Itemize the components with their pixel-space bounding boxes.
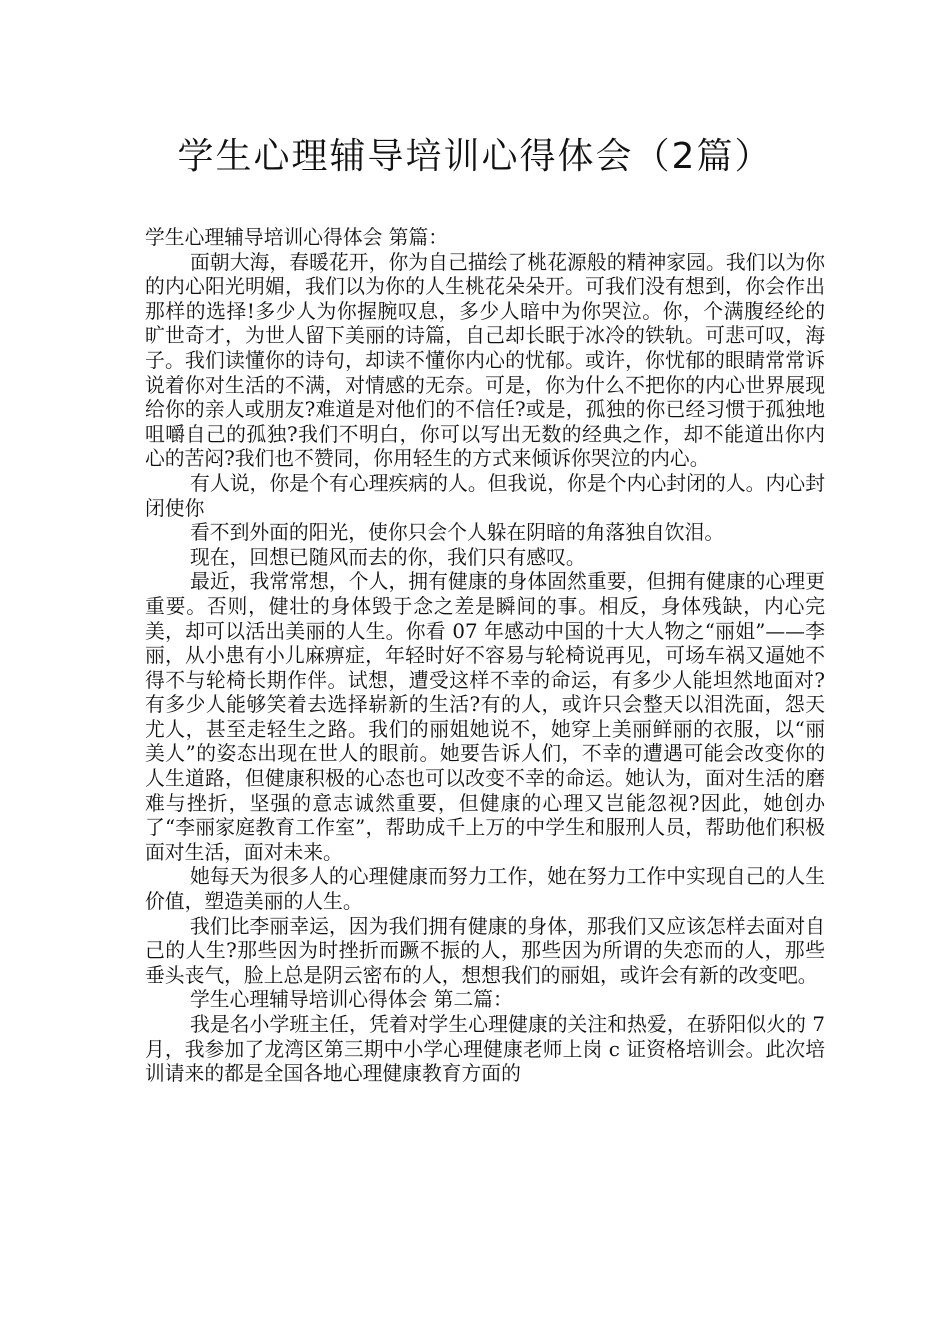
paragraph: 有人说，你是个有心理疾病的人。但我说，你是个内心封闭的人。内心封闭使你 [145, 471, 825, 520]
paragraph: 最近，我常常想，个人，拥有健康的身体固然重要，但拥有健康的心理更重要。否则，健壮的身体毁于念之差是瞬间的事。相反，身体残缺，内心完美，却可以活出美丽的人生。你看 07 年感动中国的十大人物之“丽姐”——李丽，从小患有小儿麻痹症，年轻时好不容易与轮椅说再见，可场车祸又逼她不得不与轮椅长期作伴。试想，遭受这样不幸的命运，有多少人能坦然地面对?有多少人能够笑着去选择崭新的生活?有的人，或许只会整天以泪洗面，怨天尤人，甚至走轻生之路。我们的丽姐她说不，她穿上美丽鲜丽的衣服，以“丽美人”的姿态出现在世人的眼前。她要告诉人们，不幸的遭遇可能会改变你的人生道路，但健康积极的心态也可以改变不幸的命运。她认为，面对生活的磨难与挫折，坚强的意志诚然重要，但健康的心理又岂能忽视?因此，她创办了“李丽家庭教育工作室”，帮助成千上万的中学生和服刑人员，帮助他们积极面对生活，面对未来。 [145, 570, 825, 864]
document-title: 学生心理辅导培训心得体会（2篇） [177, 136, 773, 177]
paragraph: 现在，回想已随风而去的你，我们只有感叹。 [190, 545, 586, 569]
paragraph: 我是名小学班主任，凭着对学生心理健康的关注和热爱，在骄阳似火的 7 月，我参加了龙湾区第三期中小学心理健康老师上岗 c 证资格培训会。此次培训请来的都是全国各地心理健康教育方面的 [145, 1013, 825, 1086]
paragraph: 我们比李丽幸运，因为我们拥有健康的身体，那我们又应该怎样去面对自己的人生?那些因为时挫折而蹶不振的人，那些因为所谓的失恋而的人，那些垂头丧气，脸上总是阴云密布的人，想想我们的丽姐，或许会有新的改变吧。 [145, 914, 825, 987]
paragraph: 看不到外面的阳光，使你只会个人躲在阴暗的角落独自饮泪。 [190, 521, 725, 545]
paragraph: 她每天为很多人的心理健康而努力工作，她在努力工作中实现自己的人生价值，塑造美丽的人生。 [145, 865, 825, 914]
document-body [145, 226, 825, 1087]
section-heading: 学生心理辅导培训心得体会 第二篇： [190, 988, 513, 1012]
section-heading: 学生心理辅导培训心得体会 第篇： [145, 226, 449, 249]
paragraph: 面朝大海，春暖花开，你为自己描绘了桃花源般的精神家园。我们以为你的内心阳光明媚，我们以为你的人生桃花朵朵开。可我们没有想到，你会作出那样的选择!多少人为你握腕叹息，多少人暗中为你哭泣。你，个满腹经纶的旷世奇才，为世人留下美丽的诗篇，自己却长眠于冰冷的铁轨。可悲可叹，海子。我们读懂你的诗句，却读不懂你内心的忧郁。或许，你忧郁的眼睛常常诉说着你对生活的不满，对情感的无奈。可是，你为什么不把你的内心世界展现给你的亲人或朋友?难道是对他们的不信任?或是，孤独的你已经习惯于孤独地咀嚼自己的孤独?我们不明白，你可以写出无数的经典之作，却不能道出你内心的苦闷?我们也不赞同，你用轻生的方式来倾诉你哭泣的内心。 [145, 250, 825, 471]
